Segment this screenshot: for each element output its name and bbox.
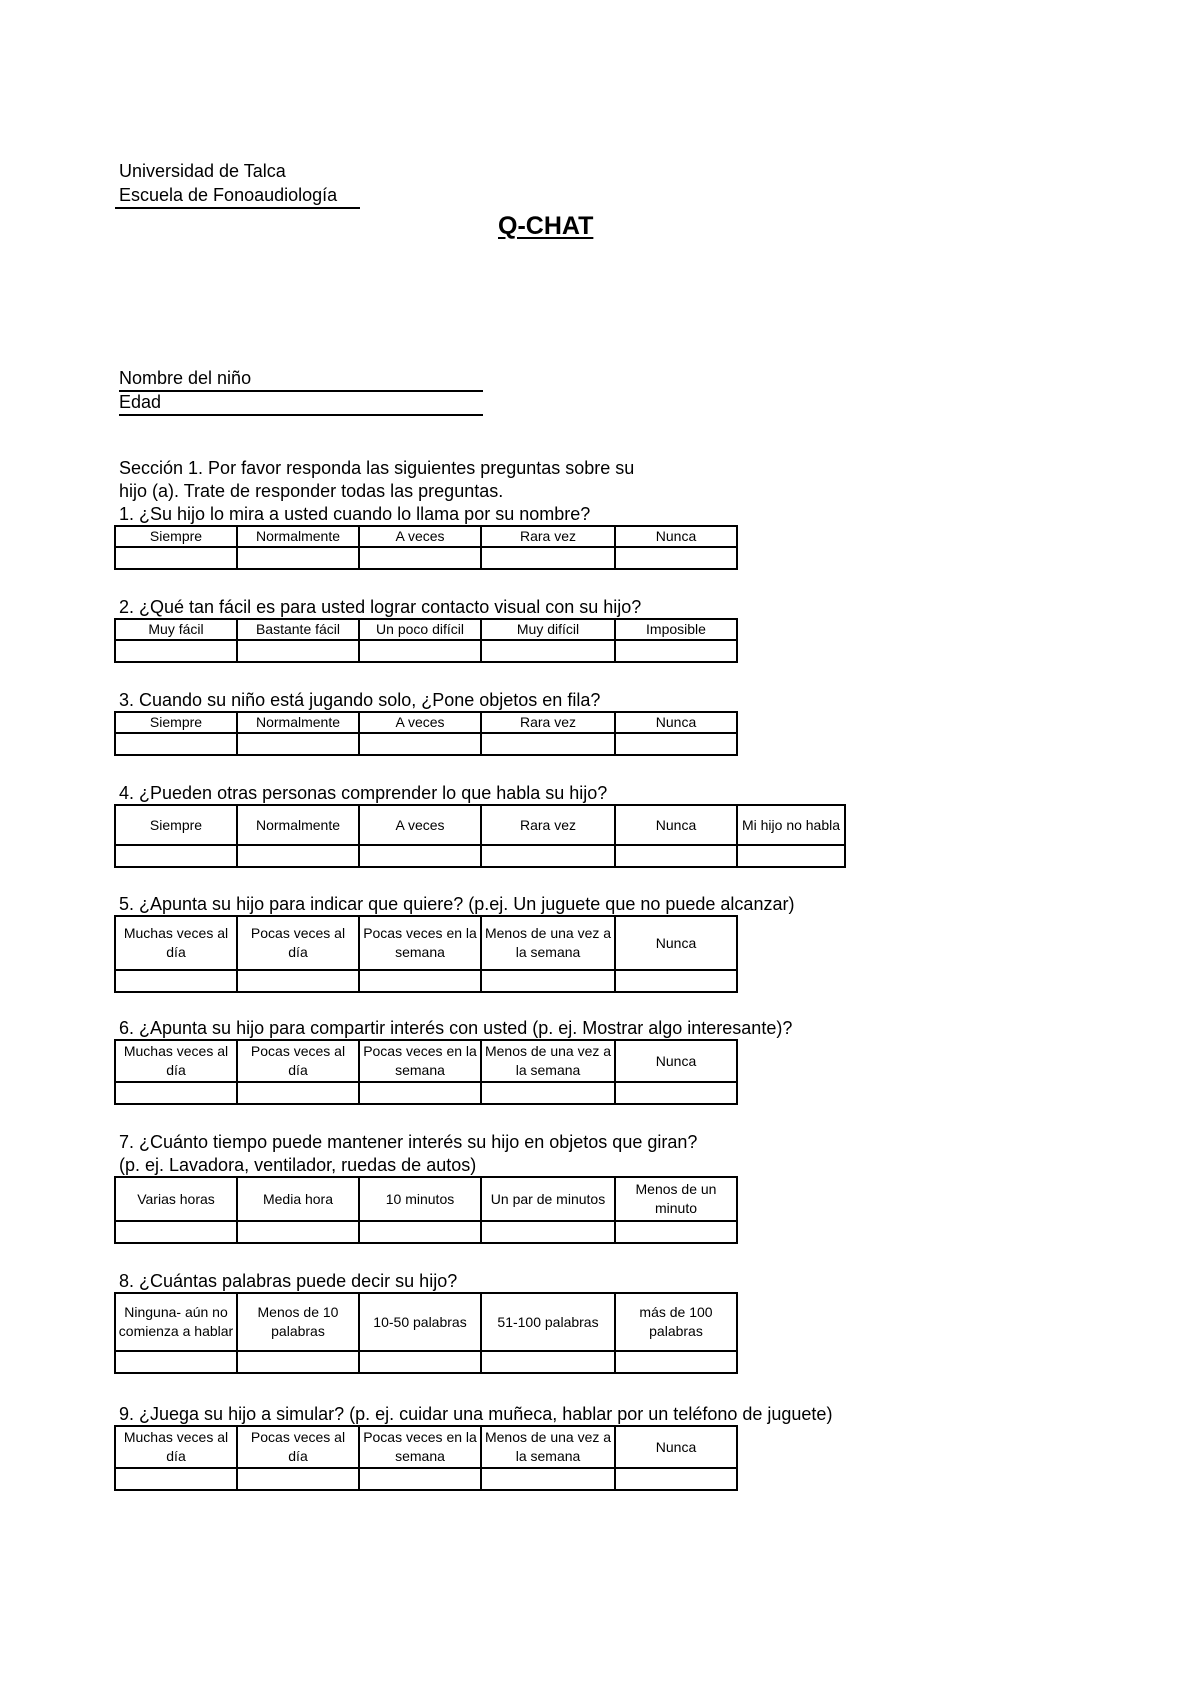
answer-cell[interactable]	[115, 733, 237, 755]
option-label: Nunca	[615, 916, 737, 970]
answer-cell[interactable]	[359, 1468, 481, 1490]
answer-cell[interactable]	[237, 1351, 359, 1373]
question-7-text: 7. ¿Cuánto tiempo puede mantener interés su hijo en objetos que giran?	[119, 1132, 698, 1152]
question-8-table	[114, 1292, 738, 1374]
option-label: Rara vez	[481, 805, 615, 845]
child-name-field[interactable]	[119, 367, 483, 392]
answer-cell[interactable]	[237, 845, 359, 867]
answer-cell[interactable]	[481, 1082, 615, 1104]
answer-cell[interactable]	[615, 640, 737, 662]
page-title: Q-CHAT	[498, 212, 594, 240]
answer-cell[interactable]	[115, 1351, 237, 1373]
answer-cell[interactable]	[481, 1351, 615, 1373]
answer-cell[interactable]	[115, 1082, 237, 1104]
option-label: Pocas veces al día	[237, 1426, 359, 1468]
option-label: Pocas veces en la semana	[359, 1040, 481, 1082]
answer-cell[interactable]	[481, 640, 615, 662]
option-label: 10-50 palabras	[359, 1293, 481, 1351]
school-name: Escuela de Fonoaudiología	[119, 185, 338, 205]
option-label: Siempre	[115, 526, 237, 547]
option-label: Un poco difícil	[359, 619, 481, 640]
answer-cell[interactable]	[115, 1221, 237, 1243]
answer-cell[interactable]	[115, 1468, 237, 1490]
child-age-field[interactable]	[119, 391, 483, 416]
question-5-text: 5. ¿Apunta su hijo para indicar que quiere? (p.ej. Un juguete que no puede alcanzar)	[119, 894, 795, 914]
option-label: Normalmente	[237, 526, 359, 547]
question-1-text: 1. ¿Su hijo lo mira a usted cuando lo llama por su nombre?	[119, 504, 591, 524]
answer-cell[interactable]	[237, 547, 359, 569]
option-label: Menos de una vez a la semana	[481, 1040, 615, 1082]
answer-cell[interactable]	[237, 733, 359, 755]
question-3-text: 3. Cuando su niño está jugando solo, ¿Pone objetos en fila?	[119, 690, 601, 710]
option-label: Nunca	[615, 1426, 737, 1468]
question-7-subtext: (p. ej. Lavadora, ventilador, ruedas de autos)	[119, 1155, 477, 1175]
answer-cell[interactable]	[615, 1351, 737, 1373]
answer-cell[interactable]	[359, 1221, 481, 1243]
option-label: 10 minutos	[359, 1177, 481, 1221]
option-label: A veces	[359, 526, 481, 547]
answer-cell[interactable]	[615, 1082, 737, 1104]
answer-cell[interactable]	[359, 547, 481, 569]
option-label: Mi hijo no habla	[737, 805, 845, 845]
option-label: Rara vez	[481, 712, 615, 733]
option-label: Menos de un minuto	[615, 1177, 737, 1221]
option-label: Bastante fácil	[237, 619, 359, 640]
answer-cell[interactable]	[615, 970, 737, 992]
option-label: A veces	[359, 712, 481, 733]
option-label: Nunca	[615, 712, 737, 733]
question-2-text: 2. ¿Qué tan fácil es para usted lograr contacto visual con su hijo?	[119, 597, 642, 617]
option-label: Muchas veces al día	[115, 1426, 237, 1468]
option-label: 51-100 palabras	[481, 1293, 615, 1351]
option-label: Muy difícil	[481, 619, 615, 640]
question-8-text: 8. ¿Cuántas palabras puede decir su hijo?	[119, 1271, 458, 1291]
answer-cell[interactable]	[237, 1468, 359, 1490]
option-label: Siempre	[115, 712, 237, 733]
answer-cell[interactable]	[615, 733, 737, 755]
answer-cell[interactable]	[481, 845, 615, 867]
question-2-table	[114, 618, 738, 663]
question-5-table	[114, 915, 738, 993]
option-label: Nunca	[615, 805, 737, 845]
option-label: Muchas veces al día	[115, 916, 237, 970]
option-label: Siempre	[115, 805, 237, 845]
university-name: Universidad de Talca	[119, 161, 286, 181]
option-label: Pocas veces en la semana	[359, 916, 481, 970]
option-label: A veces	[359, 805, 481, 845]
option-label: Menos de 10 palabras	[237, 1293, 359, 1351]
header-divider	[115, 207, 360, 209]
option-label: Pocas veces al día	[237, 1040, 359, 1082]
option-label: Menos de una vez a la semana	[481, 1426, 615, 1468]
question-3-table	[114, 711, 738, 756]
answer-cell[interactable]	[359, 640, 481, 662]
option-label: Ninguna- aún no comienza a hablar	[115, 1293, 237, 1351]
option-label: Menos de una vez a la semana	[481, 916, 615, 970]
question-6-table	[114, 1039, 738, 1105]
option-label: Muy fácil	[115, 619, 237, 640]
answer-cell[interactable]	[115, 640, 237, 662]
question-9-text: 9. ¿Juega su hijo a simular? (p. ej. cuidar una muñeca, hablar por un teléfono de juguete)	[119, 1404, 833, 1424]
option-label: Imposible	[615, 619, 737, 640]
answer-cell[interactable]	[237, 640, 359, 662]
answer-cell[interactable]	[359, 1351, 481, 1373]
option-label: Normalmente	[237, 805, 359, 845]
answer-cell[interactable]	[237, 1082, 359, 1104]
answer-cell[interactable]	[359, 970, 481, 992]
answer-cell[interactable]	[481, 547, 615, 569]
answer-cell[interactable]	[615, 1221, 737, 1243]
question-6-text: 6. ¿Apunta su hijo para compartir interés con usted (p. ej. Mostrar algo interesante)?	[119, 1018, 793, 1038]
option-label: Pocas veces en la semana	[359, 1426, 481, 1468]
answer-cell[interactable]	[115, 845, 237, 867]
option-label: Nunca	[615, 526, 737, 547]
option-label: Normalmente	[237, 712, 359, 733]
option-label: Media hora	[237, 1177, 359, 1221]
answer-cell[interactable]	[481, 733, 615, 755]
answer-cell[interactable]	[615, 845, 737, 867]
answer-cell[interactable]	[237, 1221, 359, 1243]
answer-cell[interactable]	[237, 970, 359, 992]
question-9-table	[114, 1425, 738, 1491]
child-name-label: Nombre del niño	[119, 368, 252, 388]
option-label: Nunca	[615, 1040, 737, 1082]
answer-cell[interactable]	[481, 1221, 615, 1243]
question-1-table	[114, 525, 738, 570]
answer-cell[interactable]	[359, 1082, 481, 1104]
question-7-table	[114, 1176, 738, 1244]
option-label: Rara vez	[481, 526, 615, 547]
question-4-text: 4. ¿Pueden otras personas comprender lo que habla su hijo?	[119, 783, 608, 803]
answer-cell[interactable]	[481, 970, 615, 992]
option-label: Varias horas	[115, 1177, 237, 1221]
answer-cell[interactable]	[615, 1468, 737, 1490]
answer-cell[interactable]	[737, 845, 845, 867]
answer-cell[interactable]	[115, 547, 237, 569]
section-intro-line2: hijo (a). Trate de responder todas las preguntas.	[119, 481, 504, 501]
question-4-table	[114, 804, 846, 868]
option-label: Un par de minutos	[481, 1177, 615, 1221]
option-label: más de 100 palabras	[615, 1293, 737, 1351]
answer-cell[interactable]	[615, 547, 737, 569]
answer-cell[interactable]	[359, 845, 481, 867]
option-label: Pocas veces al día	[237, 916, 359, 970]
section-intro-line1: Sección 1. Por favor responda las siguientes preguntas sobre su	[119, 458, 635, 478]
answer-cell[interactable]	[359, 733, 481, 755]
answer-cell[interactable]	[115, 970, 237, 992]
option-label: Muchas veces al día	[115, 1040, 237, 1082]
answer-cell[interactable]	[481, 1468, 615, 1490]
child-age-label: Edad	[119, 392, 162, 412]
